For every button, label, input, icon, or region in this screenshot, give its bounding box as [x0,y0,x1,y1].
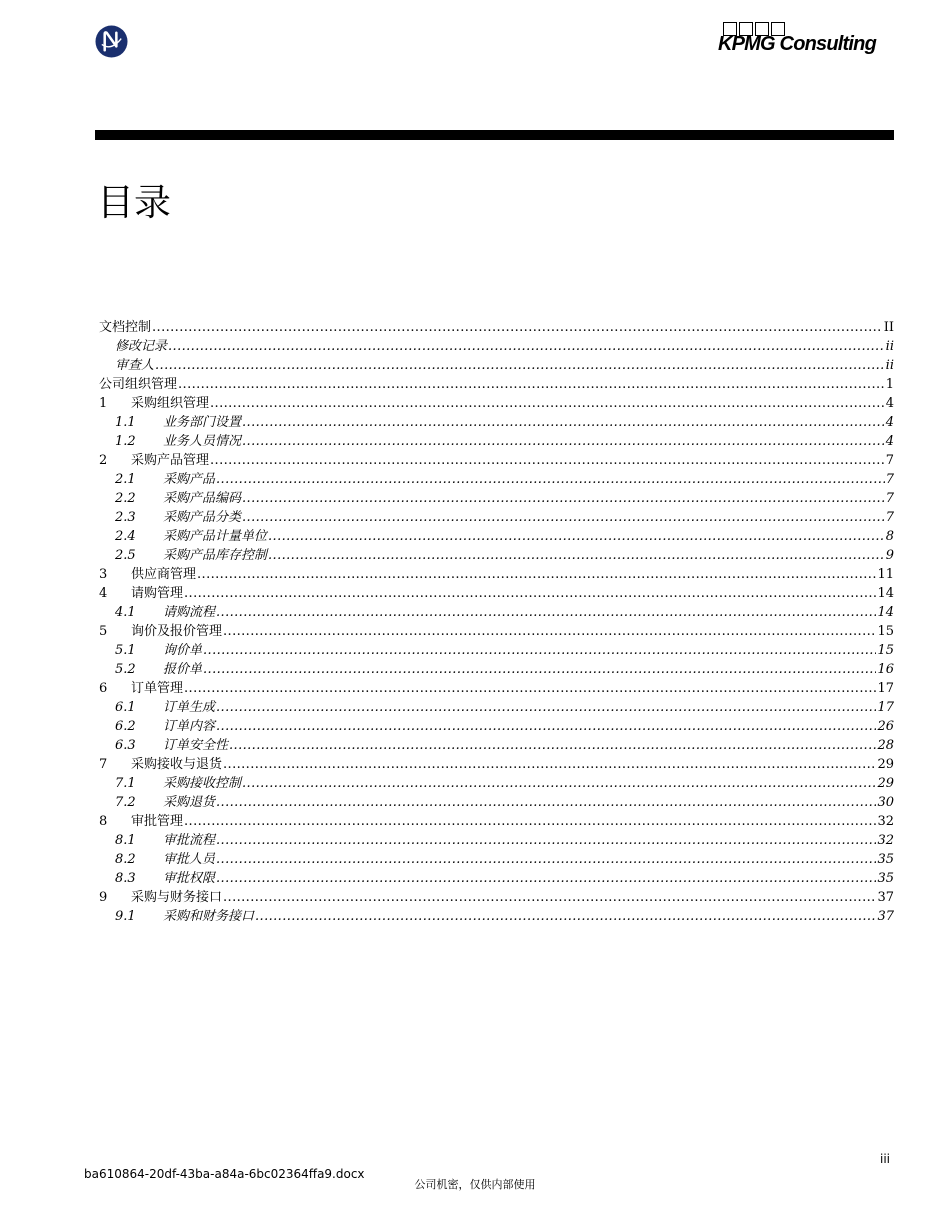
toc-entry-number: 4.1 [115,605,136,620]
toc-entry[interactable] [99,451,894,470]
toc-entry-title: 审批权限 [163,871,216,886]
toc-entry-title: 订单内容 [163,719,216,734]
toc-entry-title: 报价单 [163,662,203,677]
toc-entry[interactable] [99,603,894,622]
toc-entry-number: 7 [99,757,108,772]
toc-entry-title: 采购产品编码 [163,491,242,506]
toc-entry-number: 5.2 [115,662,136,677]
toc-entry[interactable] [99,869,894,888]
toc-entry-title: 采购与财务接口 [131,890,223,905]
toc-dot-leader [216,793,876,812]
toc-entry-page: 7 [885,510,894,525]
toc-entry[interactable] [99,337,894,356]
toc-entry-number: 4 [99,586,108,601]
toc-entry-title: 请购管理 [131,586,184,601]
toc-dot-leader [216,603,876,622]
toc-entry-number: 6 [99,681,108,696]
toc-entry-title: 采购产品分类 [163,510,242,525]
toc-entry-title: 采购产品计量单位 [163,529,268,544]
toc-entry-title: 采购产品管理 [131,453,210,468]
toc-entry-page: 15 [877,643,894,658]
toc-entry[interactable] [99,717,894,736]
toc-dot-leader [268,527,885,546]
toc-entry-page: 9 [885,548,894,563]
toc-entry[interactable] [99,489,894,508]
toc-dot-leader [223,888,876,907]
toc-entry-title: 审批人员 [163,852,216,867]
table-of-contents [99,318,894,926]
toc-dot-leader [178,375,885,394]
toc-entry[interactable] [99,394,894,413]
toc-entry-page: 1 [885,377,894,392]
toc-entry-page: ii [885,358,894,373]
confidentiality-notice: 公司机密，仅供内部使用 [414,1178,536,1191]
toc-entry-number: 7.1 [115,776,136,791]
toc-entry-page: 35 [877,871,894,886]
toc-entry[interactable] [99,660,894,679]
toc-entry-title: 采购接收与退货 [131,757,223,772]
toc-entry-page: 29 [877,776,894,791]
toc-entry-page: 11 [877,567,894,582]
toc-dot-leader [216,470,885,489]
toc-entry-page: 35 [877,852,894,867]
toc-dot-leader [210,394,885,413]
toc-entry-page: 26 [877,719,894,734]
toc-entry-page: 4 [885,415,894,430]
toc-entry-title: 业务部门设置 [163,415,242,430]
toc-entry-page: 28 [877,738,894,753]
toc-entry[interactable] [99,432,894,451]
toc-entry-title: 审查人 [115,358,155,373]
toc-entry[interactable] [99,850,894,869]
toc-entry-title: 订单生成 [163,700,216,715]
toc-entry-number: 1.1 [115,415,136,430]
toc-entry-page: 7 [885,472,894,487]
toc-dot-leader [255,907,876,926]
toc-dot-leader [184,584,876,603]
toc-dot-leader [216,717,876,736]
toc-dot-leader [242,432,885,451]
toc-entry-number: 1 [99,396,108,411]
toc-entry-title: 询价单 [163,643,203,658]
toc-entry-title: 订单安全性 [163,738,229,753]
toc-entry[interactable] [99,755,894,774]
toc-dot-leader [216,698,876,717]
toc-entry-number: 9.1 [115,909,136,924]
toc-entry-page: 17 [877,681,894,696]
toc-entry-title: 请购流程 [163,605,216,620]
toc-dot-leader [203,641,876,660]
toc-entry-page: 37 [877,890,894,905]
toc-entry-page: 16 [877,662,894,677]
toc-entry-page: 17 [877,700,894,715]
toc-entry[interactable] [99,736,894,755]
toc-dot-leader [229,736,876,755]
toc-entry-number: 2 [99,453,108,468]
toc-entry-page: 29 [877,757,894,772]
toc-entry-page: 14 [877,586,894,601]
toc-entry-number: 8.3 [115,871,136,886]
toc-dot-leader [242,489,885,508]
toc-entry[interactable] [99,774,894,793]
toc-entry-title: 采购和财务接口 [163,909,255,924]
toc-dot-leader [210,451,885,470]
toc-dot-leader [184,812,876,831]
toc-dot-leader [216,869,876,888]
toc-entry-title: 公司组织管理 [99,377,178,392]
toc-entry-page: ii [885,339,894,354]
toc-entry[interactable] [99,584,894,603]
toc-entry-page: 7 [885,453,894,468]
toc-entry-number: 2.2 [115,491,136,506]
toc-entry[interactable] [99,641,894,660]
toc-entry[interactable] [99,470,894,489]
toc-entry-title: 订单管理 [131,681,184,696]
toc-entry-title: 采购退货 [163,795,216,810]
toc-entry-page: 7 [885,491,894,506]
toc-entry-number: 8 [99,814,108,829]
toc-dot-leader [268,546,885,565]
toc-entry[interactable] [99,413,894,432]
toc-entry[interactable] [99,508,894,527]
toc-entry-page: 32 [877,814,894,829]
toc-entry-title: 修改记录 [115,339,168,354]
toc-entry[interactable] [99,812,894,831]
toc-entry-page: II [883,320,894,335]
toc-entry[interactable] [99,793,894,812]
toc-entry-title: 采购产品 [163,472,216,487]
toc-entry[interactable] [99,907,894,926]
toc-entry-title: 询价及报价管理 [131,624,223,639]
toc-entry-page: 14 [877,605,894,620]
toc-entry[interactable] [99,622,894,641]
toc-dot-leader [242,774,876,793]
kpmg-consulting-logo [718,22,890,58]
toc-entry-number: 3 [99,567,108,582]
toc-dot-leader [216,831,876,850]
toc-entry-number: 6.1 [115,700,136,715]
toc-entry-number: 5.1 [115,643,136,658]
toc-entry-title: 采购组织管理 [131,396,210,411]
toc-dot-leader [197,565,876,584]
toc-entry-title: 审批管理 [131,814,184,829]
toc-entry[interactable] [99,356,894,375]
page-title: 目录 [97,181,171,224]
toc-entry[interactable] [99,679,894,698]
header-rule [95,130,894,140]
toc-entry-number: 2.4 [115,529,136,544]
toc-entry-title: 文档控制 [99,320,152,335]
toc-dot-leader [223,755,876,774]
toc-entry[interactable] [99,527,894,546]
page-number: iii [880,1152,891,1166]
toc-entry[interactable] [99,565,894,584]
toc-entry[interactable] [99,698,894,717]
toc-entry-number: 2.3 [115,510,136,525]
toc-entry-page: 4 [885,396,894,411]
toc-entry-number: 7.2 [115,795,136,810]
toc-entry-page: 37 [877,909,894,924]
toc-entry-page: 15 [877,624,894,639]
toc-dot-leader [203,660,876,679]
toc-dot-leader [168,337,885,356]
toc-entry-number: 2.5 [115,548,136,563]
toc-entry-page: 8 [885,529,894,544]
toc-entry-title: 供应商管理 [131,567,197,582]
toc-entry-title: 业务人员情况 [163,434,242,449]
toc-entry-number: 2.1 [115,472,136,487]
toc-dot-leader [242,508,885,527]
toc-entry-number: 8.1 [115,833,136,848]
toc-entry-page: 4 [885,434,894,449]
kpmg-logo-text: KPMG Consulting [718,33,876,55]
toc-dot-leader [216,850,876,869]
toc-dot-leader [184,679,876,698]
toc-entry-page: 32 [877,833,894,848]
toc-entry[interactable] [99,546,894,565]
toc-entry-number: 6.2 [115,719,136,734]
toc-entry-number: 6.3 [115,738,136,753]
toc-entry-number: 5 [99,624,108,639]
toc-entry[interactable] [99,318,894,337]
toc-entry-title: 采购接收控制 [163,776,242,791]
toc-entry-title: 采购产品库存控制 [163,548,268,563]
toc-dot-leader [152,318,883,337]
file-name: ba610864-20df-43ba-a84a-6bc02364ffa9.docx [84,1167,365,1181]
toc-entry-page: 30 [877,795,894,810]
company-logo-icon [95,25,128,58]
toc-entry[interactable] [99,375,894,394]
toc-dot-leader [242,413,885,432]
toc-entry[interactable] [99,831,894,850]
toc-entry-title: 审批流程 [163,833,216,848]
toc-dot-leader [155,356,885,375]
toc-entry-number: 8.2 [115,852,136,867]
toc-entry-number: 9 [99,890,108,905]
toc-entry[interactable] [99,888,894,907]
toc-dot-leader [223,622,876,641]
toc-entry-number: 1.2 [115,434,136,449]
